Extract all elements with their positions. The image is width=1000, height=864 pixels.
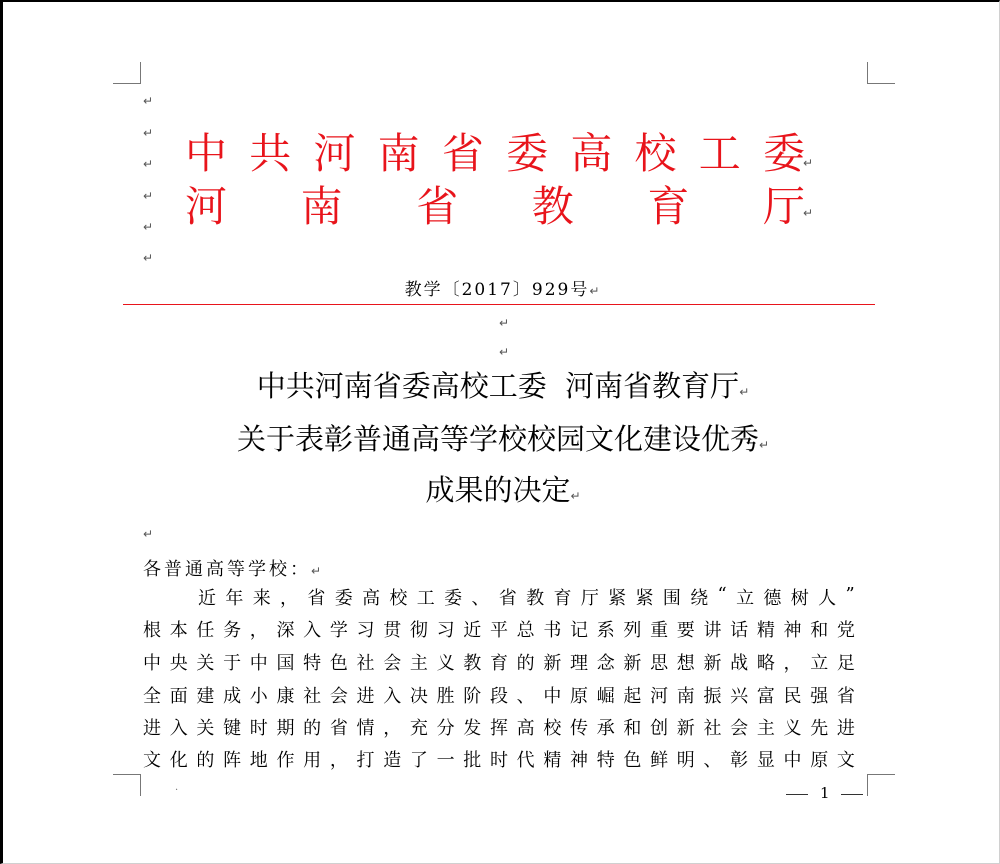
document-number-text: 教学〔2017〕929号 <box>404 280 590 300</box>
paragraph-mark: ↵ <box>589 284 602 298</box>
body-line: 进 入 关 键 时 期 的 省 情 ， 充 分 发 挥 高 校 传 承 和 创 新 社 会 主 义 先 进 <box>143 718 855 739</box>
paragraph-mark: ↵ <box>499 345 510 359</box>
margin-corner-top-left <box>113 62 141 84</box>
salutation <box>143 555 324 581</box>
paragraph-mark: ↵ <box>803 156 814 170</box>
paragraph-mark: ↵ <box>143 527 154 541</box>
title-text: 成果的决定 <box>425 473 571 507</box>
margin-corner-bottom-right <box>867 774 895 796</box>
document-title-line-2 <box>3 422 1000 456</box>
body-line: 中 央 关 于 中 国 特 色 社 会 主 义 教 育 的 新 理 念 新 思 想 新 战 略 ， 立 足 <box>143 653 855 674</box>
margin-corner-top-right <box>867 62 895 84</box>
paragraph-mark: ↵ <box>311 564 325 578</box>
page-number-dash-right <box>841 794 863 795</box>
page-number: 1 <box>820 784 830 802</box>
salutation-text: 各普通高等学校： <box>143 559 311 580</box>
header-org-line-1: 中 共 河 南 省 委 高 校 工 委 <box>185 129 805 178</box>
margin-corner-bottom-left <box>113 774 141 796</box>
document-number <box>3 275 1000 300</box>
red-separator-line <box>123 304 875 305</box>
body-line: 全 面 建 成 小 康 社 会 进 入 决 胜 阶 段 、 中 原 崛 起 河 南 振 兴 富 民 强 省 <box>143 686 855 707</box>
paragraph-mark: ↵ <box>143 157 154 171</box>
document-title-line-3 <box>3 473 1000 507</box>
body-line: 近 年 来 ， 省 委 高 校 工 委 、 省 教 育 厅 紧 紧 围 绕 “ 立 德 树 人 ” <box>198 584 855 609</box>
page-number-dash-left <box>786 794 808 795</box>
document-title-line-1 <box>3 369 1000 403</box>
paragraph-mark: ↵ <box>499 316 510 330</box>
paragraph-mark: ↵ <box>143 220 154 234</box>
paragraph-mark: ↵ <box>758 438 770 452</box>
paragraph-mark: ↵ <box>739 385 750 399</box>
paragraph-mark: ↵ <box>143 251 154 265</box>
paragraph-mark: ↵ <box>143 189 154 203</box>
paragraph-mark: ↵ <box>570 489 581 503</box>
body-line: 文 化 的 阵 地 作 用 ， 打 造 了 一 批 时 代 精 神 特 色 鲜 明 、 彰 显 中 原 文 <box>143 750 855 771</box>
title-text: 中共河南省委高校工委 河南省教育厅 <box>256 369 740 403</box>
header-org-line-2: 河 南 省 教 育 厅 <box>185 182 805 231</box>
footer-paragraph-mark: · <box>175 785 179 796</box>
paragraph-mark: ↵ <box>143 126 154 140</box>
body-line: 根 本 任 务 ， 深 入 学 习 贯 彻 习 近 平 总 书 记 系 列 重 要 讲 话 精 神 和 党 <box>143 620 855 641</box>
paragraph-mark: ↵ <box>143 94 154 108</box>
title-text: 关于表彰普通高等学校校园文化建设优秀 <box>236 422 759 456</box>
paragraph-mark: ↵ <box>803 206 814 220</box>
